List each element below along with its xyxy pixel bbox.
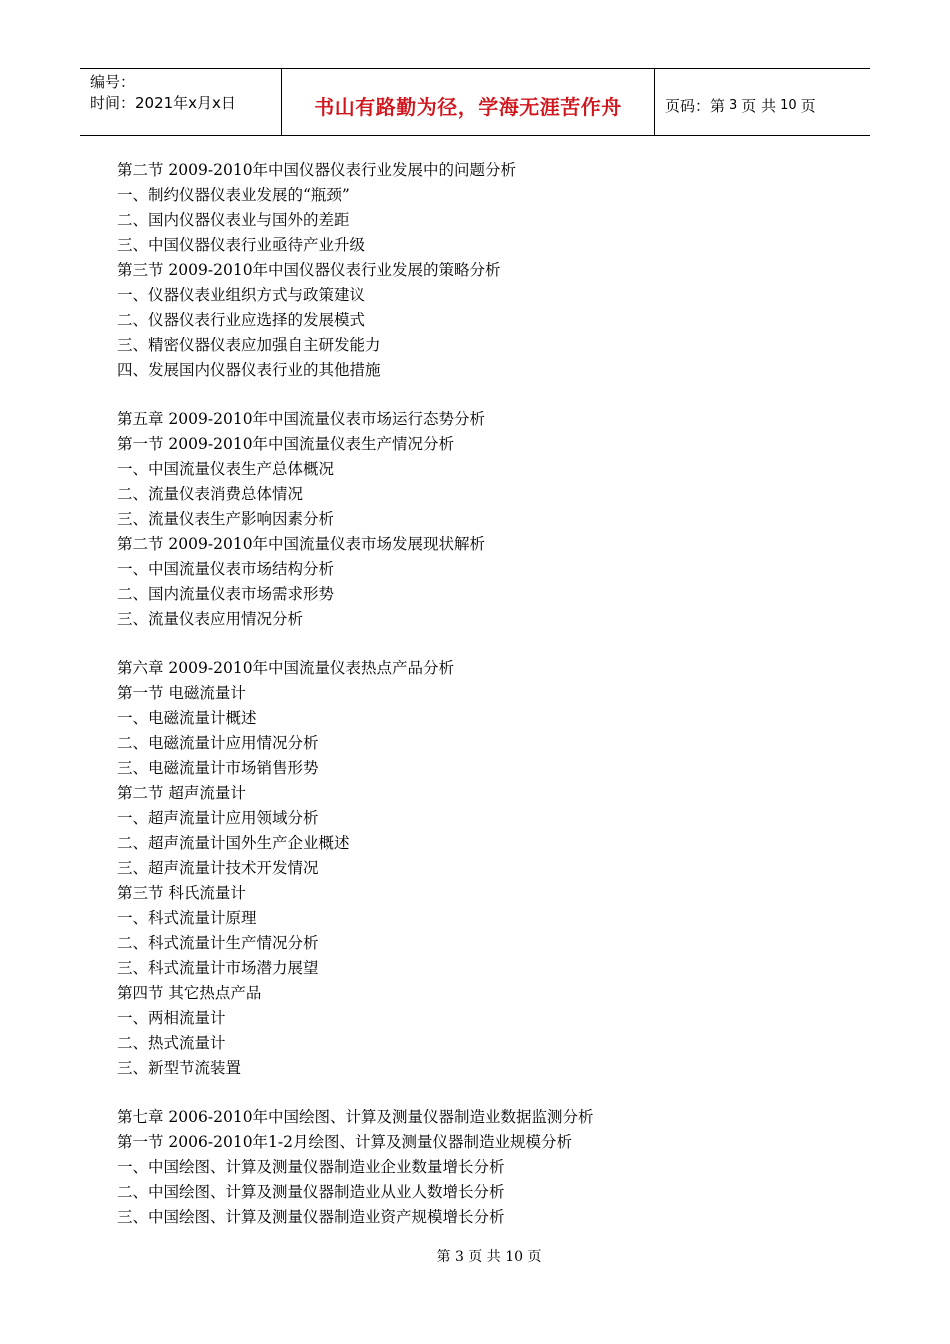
page-prefix: 页码：第 — [665, 96, 726, 115]
toc-line: 第七章 2006-2010年中国绘图、计算及测量仪器制造业数据监测分析 — [117, 1108, 594, 1126]
toc-line: 二、科式流量计生产情况分析 — [117, 934, 319, 952]
toc-line: 二、超声流量计国外生产企业概述 — [117, 834, 350, 852]
toc-line: 一、仪器仪表业组织方式与政策建议 — [117, 286, 366, 304]
toc-line: 第一节 2009-2010年中国流量仪表生产情况分析 — [117, 435, 455, 453]
toc-line: 三、科式流量计市场潜力展望 — [117, 959, 319, 977]
toc-line: 三、中国绘图、计算及测量仪器制造业资产规模增长分析 — [117, 1208, 505, 1226]
toc-line: 第二节 2009-2010年中国流量仪表市场发展现状解析 — [117, 535, 486, 553]
toc-line: 第三节 科氏流量计 — [117, 884, 246, 902]
header-page-cell — [655, 69, 870, 135]
page-mid: 页 共 — [741, 96, 777, 115]
toc-line: 二、国内仪器仪表业与国外的差距 — [117, 211, 350, 229]
toc-line: 一、中国流量仪表生产总体概况 — [117, 460, 335, 478]
section-spacer — [117, 383, 837, 407]
toc-line: 三、精密仪器仪表应加强自主研发能力 — [117, 336, 381, 354]
date-label: 时间：2021年x月x日 — [90, 94, 236, 112]
header-info-cell — [80, 69, 282, 135]
toc-line: 一、制约仪器仪表业发展的“瓶颈” — [117, 186, 350, 204]
toc-line: 一、超声流量计应用领域分析 — [117, 809, 319, 827]
toc-line: 二、电磁流量计应用情况分析 — [117, 734, 319, 752]
page-current: 3 — [729, 97, 738, 113]
toc-line: 二、仪器仪表行业应选择的发展模式 — [117, 311, 366, 329]
toc-line: 一、中国流量仪表市场结构分析 — [117, 560, 335, 578]
toc-line: 第一节 电磁流量计 — [117, 684, 246, 702]
toc-line: 二、国内流量仪表市场需求形势 — [117, 585, 335, 603]
header-motto-cell — [282, 69, 655, 135]
toc-line: 二、热式流量计 — [117, 1034, 226, 1052]
toc-line: 第三节 2009-2010年中国仪器仪表行业发展的策略分析 — [117, 261, 501, 279]
toc-line: 二、流量仪表消费总体情况 — [117, 485, 304, 503]
page-footer: 第 3 页 共 10 页 — [436, 1249, 542, 1265]
toc-line: 一、科式流量计原理 — [117, 909, 257, 927]
page-total: 10 — [780, 97, 797, 113]
section-spacer — [117, 632, 837, 656]
toc-line: 第二节 2009-2010年中国仪器仪表行业发展中的问题分析 — [117, 161, 517, 179]
toc-line: 二、中国绘图、计算及测量仪器制造业从业人数增长分析 — [117, 1183, 505, 1201]
page-header — [80, 68, 870, 136]
table-of-contents — [117, 158, 837, 1230]
toc-line: 一、两相流量计 — [117, 1009, 226, 1027]
toc-line: 三、电磁流量计市场销售形势 — [117, 759, 319, 777]
toc-line: 一、电磁流量计概述 — [117, 709, 257, 727]
toc-line: 第二节 超声流量计 — [117, 784, 246, 802]
page-suffix: 页 — [800, 96, 816, 115]
serial-number-label: 编号： — [90, 73, 136, 91]
toc-line: 三、中国仪器仪表行业亟待产业升级 — [117, 236, 366, 254]
toc-line: 第一节 2006-2010年1-2月绘图、计算及测量仪器制造业规模分析 — [117, 1133, 573, 1151]
toc-line: 第六章 2009-2010年中国流量仪表热点产品分析 — [117, 659, 455, 677]
toc-line: 第四节 其它热点产品 — [117, 984, 262, 1002]
toc-line: 三、流量仪表应用情况分析 — [117, 610, 304, 628]
toc-line: 三、流量仪表生产影响因素分析 — [117, 510, 335, 528]
toc-line: 四、发展国内仪器仪表行业的其他措施 — [117, 361, 381, 379]
toc-line: 一、中国绘图、计算及测量仪器制造业企业数量增长分析 — [117, 1158, 505, 1176]
section-spacer — [117, 1081, 837, 1105]
toc-line: 三、新型节流装置 — [117, 1059, 242, 1077]
toc-line: 第五章 2009-2010年中国流量仪表市场运行态势分析 — [117, 410, 486, 428]
motto-text: 书山有路勤为径，学海无涯苦作舟 — [314, 94, 622, 119]
toc-line: 三、超声流量计技术开发情况 — [117, 859, 319, 877]
